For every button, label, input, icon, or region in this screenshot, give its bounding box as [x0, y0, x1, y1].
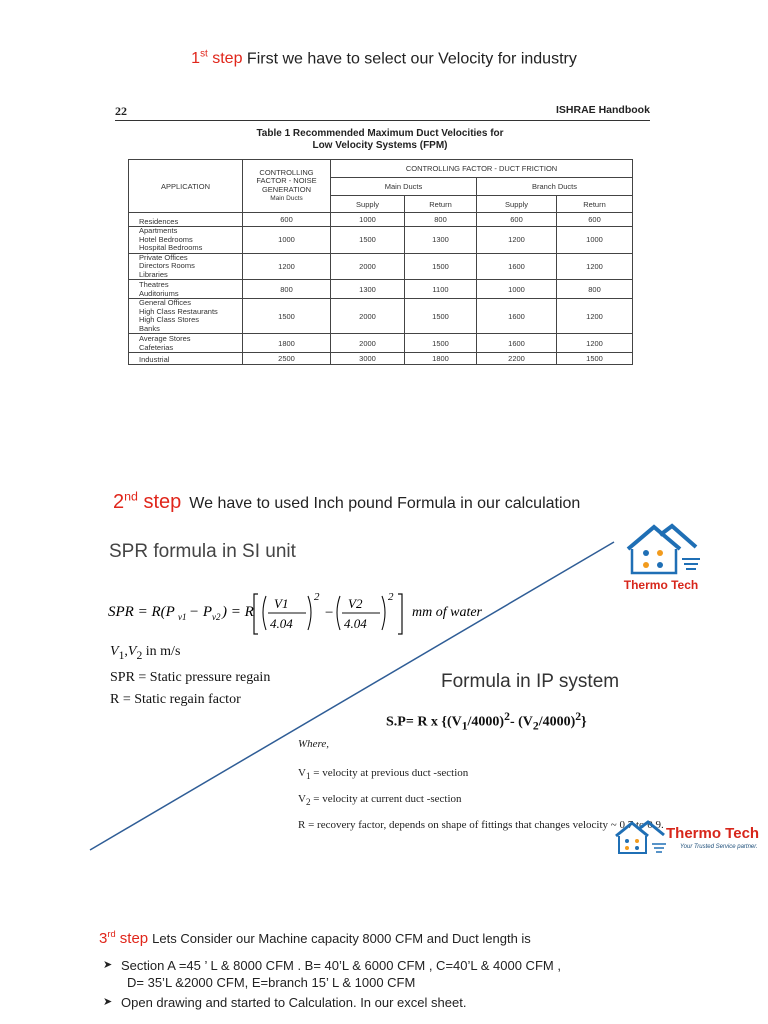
logo-tagline: Your Trusted Service partner. — [680, 844, 758, 850]
step3-heading — [99, 929, 531, 947]
cell-noise: 1500 — [243, 299, 331, 334]
ip-def-v1: $V_1$ = velocity at previous duct -section — [298, 767, 469, 782]
step3-text: Lets Consider our Machine capacity 8000 CFM and Duct length is — [152, 931, 531, 946]
thermo-tech-logo-bottom — [614, 820, 768, 856]
handbook-title: ISHRAE Handbook — [556, 104, 650, 116]
si-def-spr: SPR = Static pressure regain — [110, 669, 271, 685]
table-row — [129, 227, 633, 254]
svg-text:v2: v2 — [212, 612, 221, 622]
cell-noise: 1200 — [243, 253, 331, 280]
cell-bs: 2200 — [477, 353, 557, 365]
table-row — [129, 280, 633, 299]
cell-mr: 1500 — [405, 334, 477, 353]
arrow-bullet-icon: ➤ — [103, 996, 113, 1008]
cell-br: 1000 — [557, 227, 633, 254]
si-def-r: R = Static regain factor — [110, 691, 241, 707]
si-unit: mm of water — [412, 605, 482, 620]
cell-ms: 1000 — [331, 213, 405, 227]
si-divisor-1: 4.04 — [270, 616, 293, 631]
cell-bs: 1600 — [477, 334, 557, 353]
table-caption: Table 1 Recommended Maximum Duct Velocities for Low Velocity Systems (FPM) — [256, 128, 504, 151]
cell-ms: 1300 — [331, 280, 405, 299]
svg-text:) = R: ) = R — [222, 604, 254, 620]
step2-heading — [113, 489, 580, 514]
header-application: APPLICATION — [129, 160, 243, 213]
ip-formula-title: Formula in IP system — [441, 671, 620, 692]
step3-bullets — [103, 957, 663, 1014]
cell-application: Residences — [129, 213, 243, 227]
step1-text: First we have to select our Velocity for industry — [246, 50, 577, 68]
header-branch-supply: Supply — [477, 196, 557, 213]
ip-def-r: R = recovery factor, depends on shape of fittings that changes velocity ~ 0.7 to 0.9. — [298, 819, 664, 832]
cell-ms: 2000 — [331, 334, 405, 353]
cell-br: 1200 — [557, 299, 633, 334]
svg-text:2: 2 — [314, 591, 320, 603]
cell-mr: 1500 — [405, 253, 477, 280]
logo-brand-top: Thermo Tech — [623, 578, 699, 592]
table-row — [129, 334, 633, 353]
step2-text: We have to used Inch pound Formula in our calculation — [189, 494, 581, 512]
si-def-velocity: $V_1,V_2$ in m/s — [110, 644, 181, 662]
duct-velocity-table — [128, 159, 633, 365]
svg-text:SPR = R(P: SPR = R(P — [108, 604, 175, 620]
svg-text:− P: − P — [189, 604, 213, 620]
cell-ms: 2000 — [331, 299, 405, 334]
header-branch-ducts: Branch Ducts — [477, 178, 633, 196]
cell-br: 1200 — [557, 253, 633, 280]
cell-bs: 1600 — [477, 253, 557, 280]
cell-bs: 1200 — [477, 227, 557, 254]
cell-ms: 2000 — [331, 253, 405, 280]
step1-heading — [0, 49, 768, 68]
house-gear-icon — [614, 820, 668, 856]
cell-noise: 1800 — [243, 334, 331, 353]
si-definitions — [110, 641, 270, 711]
handbook-divider — [115, 120, 650, 121]
ip-def-v2: $V_2$ = velocity at current duct -section — [298, 793, 462, 808]
logo-brand-bottom: Thermo Tech — [666, 825, 760, 842]
cell-ms: 1500 — [331, 227, 405, 254]
header-main-return: Return — [405, 196, 477, 213]
si-divisor-2: 4.04 — [344, 616, 367, 631]
bullet-sections: ➤ Section A =45 ’ L & 8000 CFM . B= 40’L & 6000 CFM , C=40’L & 4000 CFM , D= 35’L &2000 CFM, E=branch 15’ L & 1000 CFM — [103, 958, 561, 990]
step3-label: 3rd step — [99, 929, 149, 947]
ip-where: Where, — [298, 738, 330, 750]
header-main-supply: Supply — [331, 196, 405, 213]
cell-noise: 600 — [243, 213, 331, 227]
cell-mr: 1500 — [405, 299, 477, 334]
header-noise: CONTROLLING FACTOR - NOISE GENERATION Main Ducts — [243, 160, 331, 213]
cell-mr: 800 — [405, 213, 477, 227]
svg-text:−: − — [324, 605, 335, 621]
cell-ms: 3000 — [331, 353, 405, 365]
table-body — [129, 213, 633, 365]
table-row — [129, 353, 633, 365]
cell-mr: 1100 — [405, 280, 477, 299]
bullet-drawing: ➤ Open drawing and started to Calculation. In our excel sheet. — [103, 995, 467, 1010]
table-row — [129, 253, 633, 280]
si-v2: V2 — [348, 596, 363, 611]
cell-br: 600 — [557, 213, 633, 227]
handbook-page-number: 22 — [115, 104, 127, 118]
step2-label: 2nd step — [113, 489, 182, 513]
cell-br: 1200 — [557, 334, 633, 353]
cell-bs: 1600 — [477, 299, 557, 334]
ip-formula: S.P= R x {$(V_1/4000)^2-$ $(V_2/4000)^2$} — [386, 710, 587, 733]
cell-mr: 1800 — [405, 353, 477, 365]
cell-application: Average Stores Cafeterias — [129, 334, 243, 353]
table-row — [129, 299, 633, 334]
cell-mr: 1300 — [405, 227, 477, 254]
cell-noise: 2500 — [243, 353, 331, 365]
house-gear-icon — [620, 521, 702, 577]
cell-application: Theatres Auditoriums — [129, 280, 243, 299]
svg-text:2: 2 — [388, 591, 394, 603]
cell-application: General Offices High Class Restaurants High Class Stores Banks — [129, 299, 243, 334]
si-formula — [108, 588, 482, 639]
table-row — [129, 213, 633, 227]
cell-bs: 600 — [477, 213, 557, 227]
cell-br: 1500 — [557, 353, 633, 365]
cell-application: Private Offices Directors Rooms Libraries — [129, 253, 243, 280]
svg-text:v1: v1 — [178, 612, 187, 622]
thermo-tech-logo-top — [620, 521, 702, 592]
cell-noise: 1000 — [243, 227, 331, 254]
cell-br: 800 — [557, 280, 633, 299]
cell-application: Industrial — [129, 353, 243, 365]
si-formula-title: SPR formula in SI unit — [109, 541, 296, 562]
header-main-ducts: Main Ducts — [331, 178, 477, 196]
cell-noise: 800 — [243, 280, 331, 299]
cell-bs: 1000 — [477, 280, 557, 299]
header-branch-return: Return — [557, 196, 633, 213]
cell-application: Apartments Hotel Bedrooms Hospital Bedrooms — [129, 227, 243, 254]
step1-label: 1st step — [191, 49, 243, 68]
si-v1: V1 — [274, 596, 289, 611]
si-formula-graphic — [108, 588, 482, 634]
arrow-bullet-icon: ➤ — [103, 959, 113, 971]
header-friction: CONTROLLING FACTOR - DUCT FRICTION — [331, 160, 633, 178]
